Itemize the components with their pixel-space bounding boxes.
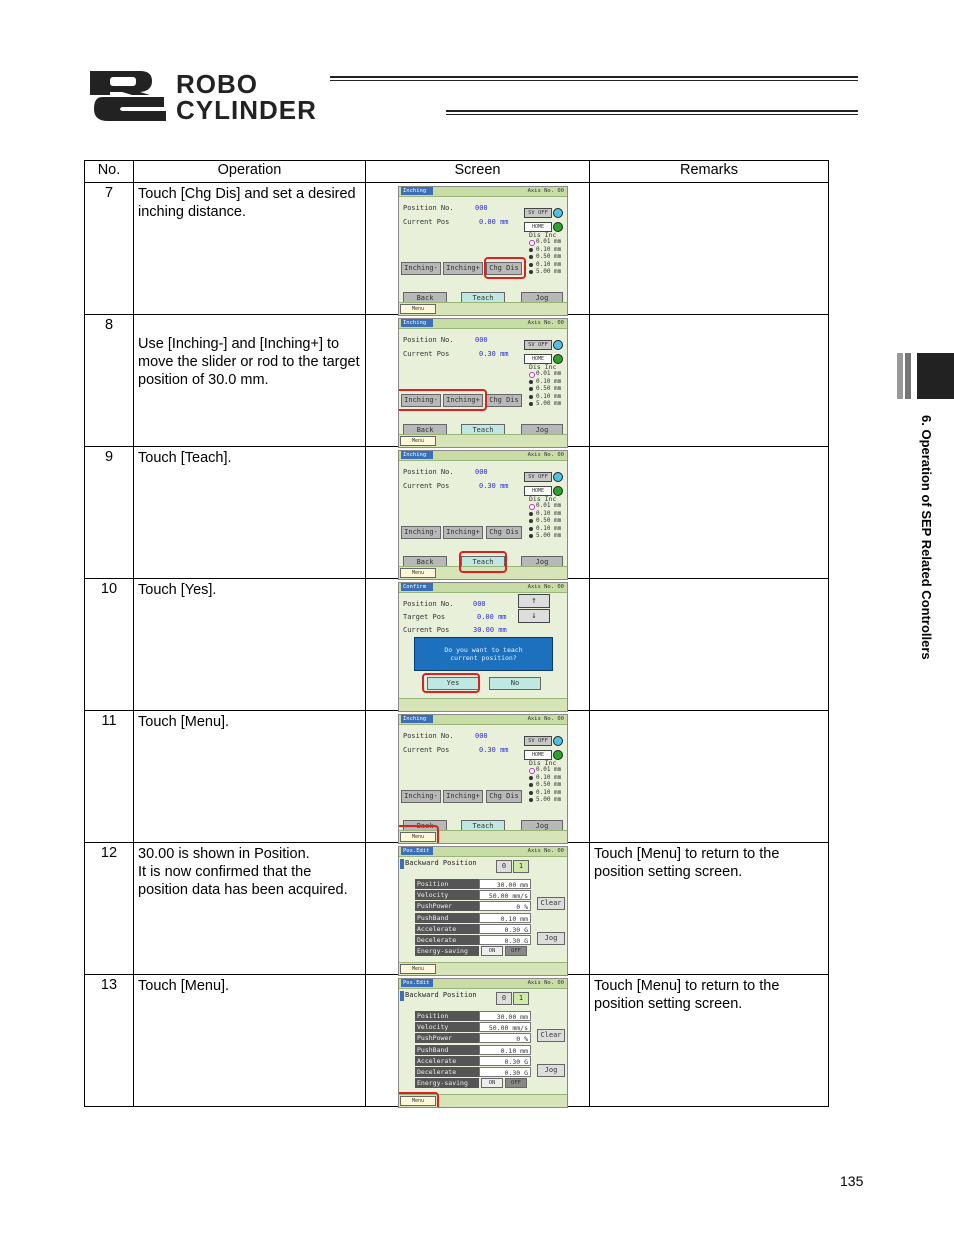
parameter-name: Accelerate — [415, 1056, 479, 1066]
sv-led-icon — [553, 736, 563, 746]
back-button[interactable]: Back — [403, 556, 447, 569]
operation-line: Use [Inching-] and [Inching+] to move the slider or rod to the target position of 30.0 mm. — [138, 336, 360, 388]
parameter-row[interactable] — [415, 879, 533, 889]
operation-text — [134, 183, 366, 315]
highlight-marker — [398, 1092, 439, 1108]
dis-inc-option[interactable] — [529, 525, 561, 533]
dis-inc-value: 0.50 mm — [536, 781, 562, 789]
dis-inc-value: 0.50 mm — [536, 517, 562, 525]
screen-title: Confirm — [401, 583, 433, 591]
step-number: 11 — [85, 711, 134, 843]
sv-off-button[interactable]: SV OFF — [524, 736, 552, 746]
parameter-value: 0.10 mm — [479, 913, 531, 923]
parameter-row[interactable] — [415, 1011, 533, 1021]
parameter-name: PushPower — [415, 901, 479, 911]
screen-title: Inching — [401, 187, 433, 195]
menu-button[interactable]: Menu — [400, 304, 436, 314]
table-row — [85, 315, 829, 447]
radio-icon — [529, 776, 533, 780]
menu-button[interactable]: Menu — [400, 832, 436, 842]
dis-inc-value: 0.01 mm — [536, 766, 562, 773]
step-number: 8 — [85, 315, 134, 447]
jog-button[interactable]: Jog — [537, 1064, 565, 1077]
current-pos-label: Current Pos — [403, 218, 450, 226]
inching-screen — [398, 318, 568, 448]
sv-led-icon — [553, 472, 563, 482]
parameter-row[interactable] — [415, 924, 533, 934]
inching-minus-button[interactable]: Inching- — [401, 790, 441, 803]
highlight-marker — [459, 551, 507, 573]
parameter-name: Position — [415, 879, 479, 889]
radio-icon — [529, 512, 533, 516]
screen-title: Inching — [401, 319, 433, 327]
down-arrow-button[interactable]: ↓ — [518, 609, 550, 623]
table-header-row — [85, 161, 829, 183]
parameter-value: 30.00 mm — [479, 1011, 531, 1021]
table-row — [85, 975, 829, 1107]
parameter-value: 0.30 G — [479, 935, 531, 945]
jog-button[interactable]: Jog — [521, 556, 563, 569]
parameter-row[interactable] — [415, 901, 533, 911]
parameter-row[interactable] — [415, 1078, 533, 1088]
operation-line: Touch [Menu]. — [138, 714, 230, 730]
radio-icon — [529, 263, 533, 267]
home-button[interactable]: HOME — [524, 354, 552, 364]
dis-inc-option[interactable] — [529, 517, 561, 525]
remarks-text: Touch [Menu] to return to the position setting screen. — [590, 975, 829, 1107]
dis-inc-value: 0.10 mm — [536, 524, 562, 532]
inching-plus-button[interactable]: Inching+ — [443, 394, 483, 407]
table-row — [85, 579, 829, 711]
screen-cell — [366, 315, 590, 447]
inching-screen — [398, 186, 568, 316]
target-pos-label: Target Pos — [403, 613, 446, 621]
highlight-marker — [484, 257, 526, 279]
screen-titlebar — [399, 847, 567, 857]
radio-icon — [529, 534, 533, 538]
header-no: No. — [85, 161, 134, 183]
screen-title: Inching — [401, 451, 433, 459]
inching-minus-button[interactable]: Inching- — [401, 394, 441, 407]
header-remarks: Remarks — [590, 161, 829, 183]
header-rule-top-2 — [330, 80, 858, 81]
current-pos-value: 0.00 mm — [479, 218, 509, 226]
parameter-name: Velocity — [415, 1022, 479, 1032]
parameter-row[interactable] — [415, 1022, 533, 1032]
dis-inc-option[interactable] — [529, 238, 561, 246]
position-no-value: 000 — [475, 468, 488, 476]
header-operation: Operation — [134, 161, 366, 183]
screen-title: Inching — [401, 715, 433, 723]
jog-button[interactable]: Jog — [521, 292, 563, 305]
axis-number: Axis No. 00 — [527, 848, 564, 854]
parameter-name: PushBand — [415, 1045, 479, 1055]
operation-text — [134, 315, 366, 447]
back-button[interactable]: Back — [403, 292, 447, 305]
radio-icon — [529, 248, 533, 252]
dis-inc-option[interactable] — [529, 789, 561, 797]
header-screen: Screen — [366, 161, 590, 183]
parameter-name: PushPower — [415, 1033, 479, 1043]
dis-inc-option[interactable] — [529, 385, 561, 393]
dis-inc-option[interactable] — [529, 400, 561, 408]
home-button[interactable]: HOME — [524, 486, 552, 496]
parameter-row[interactable] — [415, 1056, 533, 1066]
operation-text — [134, 711, 366, 843]
position-no-value: 000 — [473, 600, 486, 608]
menu-button[interactable]: Menu — [400, 436, 436, 446]
table-row — [85, 183, 829, 315]
dis-inc-value: 0.50 mm — [536, 385, 562, 393]
current-pos-label: Current Pos — [403, 626, 450, 634]
menu-button[interactable]: Menu — [400, 964, 436, 974]
table-row — [85, 447, 829, 579]
parameter-row[interactable] — [415, 935, 533, 945]
logo-text-robo: ROBO — [176, 69, 258, 99]
rc-logo-mark-icon — [88, 69, 170, 123]
parameter-name: Decelerate — [415, 1067, 479, 1077]
parameter-value: 0 % — [479, 901, 531, 911]
radio-icon — [529, 270, 533, 274]
menu-button[interactable]: Menu — [400, 568, 436, 578]
parameter-value: 0 % — [479, 1033, 531, 1043]
screen-bottom-bar — [399, 302, 567, 315]
index-0-button[interactable]: 0 — [496, 860, 512, 873]
procedure-table — [84, 160, 829, 1107]
dis-inc-value: 5.00 mm — [536, 532, 562, 540]
radio-icon — [529, 395, 533, 399]
radio-icon — [529, 527, 533, 531]
dis-inc-label: Dis Inc — [529, 231, 557, 239]
screen-titlebar — [399, 583, 567, 593]
inching-plus-button[interactable]: Inching+ — [443, 790, 483, 803]
screen-cell — [366, 183, 590, 315]
teach-button[interactable]: Teach — [461, 424, 505, 437]
remarks-text — [590, 711, 829, 843]
index-1-button[interactable]: 1 — [513, 992, 529, 1005]
dis-inc-value: 0.01 mm — [536, 502, 562, 509]
parameter-row[interactable] — [415, 1045, 533, 1055]
parameter-row[interactable] — [415, 1067, 533, 1077]
clear-button[interactable]: Clear — [537, 1029, 565, 1042]
dis-inc-option[interactable] — [529, 510, 561, 518]
sv-led-icon — [553, 340, 563, 350]
dis-inc-value: 5.00 mm — [536, 796, 562, 804]
dis-inc-value: 0.10 mm — [536, 788, 562, 796]
sv-off-button[interactable]: SV OFF — [524, 472, 552, 482]
screen-cell — [366, 447, 590, 579]
yes-button[interactable]: Yes — [427, 677, 479, 690]
parameter-row[interactable] — [415, 890, 533, 900]
screen-bottom-bar — [399, 698, 567, 711]
pos-marker-icon — [400, 859, 404, 869]
dis-inc-list — [529, 766, 561, 804]
step-number: 13 — [85, 975, 134, 1107]
remarks-text — [590, 579, 829, 711]
operation-line: Touch [Yes]. — [138, 582, 217, 598]
radio-icon — [529, 519, 533, 523]
dis-inc-option[interactable] — [529, 766, 561, 774]
pos-edit-screen — [398, 978, 568, 1108]
dis-inc-option[interactable] — [529, 781, 561, 789]
energy-saving-on-button[interactable]: ON — [481, 1078, 503, 1088]
operation-text — [134, 447, 366, 579]
index-1-button[interactable]: 1 — [513, 860, 529, 873]
jog-button[interactable]: Jog — [521, 424, 563, 437]
header-rule-top-1 — [330, 76, 858, 78]
remarks-text — [590, 183, 829, 315]
inching-plus-button[interactable]: Inching+ — [443, 526, 483, 539]
dis-inc-value: 0.10 mm — [536, 392, 562, 400]
dis-inc-option[interactable] — [529, 393, 561, 401]
radio-icon — [529, 402, 533, 406]
current-pos-label: Current Pos — [403, 746, 450, 754]
parameter-name: Velocity — [415, 890, 479, 900]
parameter-name: Energy-saving — [415, 1078, 479, 1088]
dis-inc-list — [529, 502, 561, 540]
operation-text — [134, 579, 366, 711]
dis-inc-list — [529, 370, 561, 408]
parameter-name: Position — [415, 1011, 479, 1021]
inching-screen — [398, 714, 568, 844]
parameter-value: 50.00 mm/s — [479, 1022, 531, 1032]
screen-cell — [366, 975, 590, 1107]
axis-number: Axis No. 00 — [527, 320, 564, 326]
dis-inc-option[interactable] — [529, 261, 561, 269]
dis-inc-value: 0.10 mm — [536, 773, 562, 781]
dis-inc-option[interactable] — [529, 246, 561, 254]
inching-minus-button[interactable]: Inching- — [401, 526, 441, 539]
menu-button[interactable]: Menu — [400, 1096, 436, 1106]
current-pos-value: 30.00 mm — [473, 626, 507, 634]
confirm-dialog — [414, 637, 553, 671]
axis-number: Axis No. 00 — [527, 452, 564, 458]
parameter-row[interactable] — [415, 946, 533, 956]
pos-edit-screen — [398, 846, 568, 976]
parameter-name: PushBand — [415, 913, 479, 923]
screen-cell — [366, 579, 590, 711]
sv-off-button[interactable]: SV OFF — [524, 340, 552, 350]
sv-off-button[interactable]: SV OFF — [524, 208, 552, 218]
position-no-value: 000 — [475, 204, 488, 212]
radio-icon — [529, 380, 533, 384]
chg-dis-button[interactable]: Chg Dis — [486, 262, 522, 275]
radio-icon — [529, 783, 533, 787]
page-number: 135 — [840, 1173, 864, 1189]
operation-line: It is now confirmed that the position data has been acquired. — [138, 864, 348, 898]
dis-inc-value: 0.01 mm — [536, 238, 562, 245]
position-no-label: Position No. — [403, 468, 454, 476]
remarks-text — [590, 447, 829, 579]
inching-minus-button[interactable]: Inching- — [401, 262, 441, 275]
dis-inc-value: 0.10 mm — [536, 377, 562, 385]
dis-inc-label: Dis Inc — [529, 495, 557, 503]
teach-button[interactable]: Teach — [461, 820, 505, 833]
screen-title: Pos.Edit — [401, 979, 433, 987]
parameter-value: 0.30 G — [479, 1067, 531, 1077]
dis-inc-option[interactable] — [529, 370, 561, 378]
radio-icon — [529, 798, 533, 802]
screen-titlebar — [399, 979, 567, 989]
inching-screen — [398, 450, 568, 580]
up-arrow-button[interactable]: ↑ — [518, 594, 550, 608]
no-button[interactable]: No — [489, 677, 541, 690]
dis-inc-value: 0.50 mm — [536, 253, 562, 261]
screen-titlebar — [399, 715, 567, 725]
screen-cell — [366, 843, 590, 975]
backward-position-heading: Backward Position — [405, 859, 477, 867]
dis-inc-option[interactable] — [529, 378, 561, 386]
dis-inc-option[interactable] — [529, 532, 561, 540]
dis-inc-option[interactable] — [529, 253, 561, 261]
dis-inc-value: 5.00 mm — [536, 268, 562, 276]
parameter-value: 30.00 mm — [479, 879, 531, 889]
chapter-side-label: 6. Operation of SEP Related Controllers — [919, 415, 934, 660]
dis-inc-option[interactable] — [529, 796, 561, 804]
position-no-label: Position No. — [403, 600, 454, 608]
current-pos-value: 0.30 mm — [479, 746, 509, 754]
current-pos-label: Current Pos — [403, 350, 450, 358]
operation-line: 30.00 is shown in Position. — [138, 846, 310, 862]
operation-text — [134, 843, 366, 975]
energy-saving-off-button[interactable]: OFF — [505, 1078, 527, 1088]
dis-inc-value: 0.01 mm — [536, 370, 562, 377]
dis-inc-value: 0.10 mm — [536, 509, 562, 517]
header-rule-bottom-1 — [446, 110, 858, 112]
dis-inc-label: Dis Inc — [529, 363, 557, 371]
position-no-label: Position No. — [403, 336, 454, 344]
operation-text — [134, 975, 366, 1107]
dis-inc-value: 5.00 mm — [536, 400, 562, 408]
step-number: 9 — [85, 447, 134, 579]
home-button[interactable]: HOME — [524, 750, 552, 760]
parameter-name: Accelerate — [415, 924, 479, 934]
pos-marker-icon — [400, 991, 404, 1001]
remarks-text — [590, 315, 829, 447]
dialog-message-line1: Do you want to teach — [444, 646, 523, 654]
highlight-marker — [422, 673, 480, 693]
position-no-value: 000 — [475, 732, 488, 740]
dis-inc-option[interactable] — [529, 502, 561, 510]
radio-icon — [529, 255, 533, 259]
position-no-label: Position No. — [403, 204, 454, 212]
dis-inc-label: Dis Inc — [529, 759, 557, 767]
parameter-name: Decelerate — [415, 935, 479, 945]
parameter-value: 0.30 G — [479, 924, 531, 934]
parameter-value: 50.00 mm/s — [479, 890, 531, 900]
confirm-screen — [398, 582, 568, 712]
step-number: 7 — [85, 183, 134, 315]
inching-plus-button[interactable]: Inching+ — [443, 262, 483, 275]
dis-inc-list — [529, 238, 561, 276]
remarks-text: Touch [Menu] to return to the position setting screen. — [590, 843, 829, 975]
teach-button[interactable]: Teach — [461, 556, 505, 569]
clear-button[interactable]: Clear — [537, 897, 565, 910]
highlight-marker — [398, 825, 439, 844]
header-rule-bottom-2 — [446, 114, 858, 115]
operation-line: Touch [Menu]. — [138, 978, 230, 994]
screen-bottom-bar — [399, 962, 567, 975]
chg-dis-button[interactable]: Chg Dis — [486, 526, 522, 539]
home-button[interactable]: HOME — [524, 222, 552, 232]
step-number: 10 — [85, 579, 134, 711]
logo-text-cylinder: CYLINDER — [176, 95, 317, 125]
jog-button[interactable]: Jog — [537, 932, 565, 945]
screen-titlebar — [399, 187, 567, 197]
table-row — [85, 843, 829, 975]
screen-cell — [366, 711, 590, 843]
jog-button[interactable]: Jog — [521, 820, 563, 833]
operation-line: Touch [Teach]. — [138, 450, 232, 466]
parameter-name: Energy-saving — [415, 946, 479, 956]
parameter-row[interactable] — [415, 913, 533, 923]
step-number: 12 — [85, 843, 134, 975]
parameter-value: 0.30 G — [479, 1056, 531, 1066]
dis-inc-option[interactable] — [529, 774, 561, 782]
highlight-marker — [398, 389, 487, 411]
axis-number: Axis No. 00 — [527, 584, 564, 590]
chg-dis-button[interactable]: Chg Dis — [486, 790, 522, 803]
current-pos-value: 0.30 mm — [479, 350, 509, 358]
backward-position-heading: Backward Position — [405, 991, 477, 999]
teach-button[interactable]: Teach — [461, 292, 505, 305]
chapter-tab — [897, 353, 954, 399]
energy-saving-off-button[interactable]: OFF — [505, 946, 527, 956]
screen-titlebar — [399, 451, 567, 461]
current-pos-label: Current Pos — [403, 482, 450, 490]
axis-number: Axis No. 00 — [527, 716, 564, 722]
parameter-value: 0.10 mm — [479, 1045, 531, 1055]
back-button[interactable]: Back — [403, 820, 447, 833]
index-0-button[interactable]: 0 — [496, 992, 512, 1005]
axis-number: Axis No. 00 — [527, 980, 564, 986]
screen-bottom-bar — [399, 434, 567, 447]
table-row — [85, 711, 829, 843]
screen-titlebar — [399, 319, 567, 329]
position-no-value: 000 — [475, 336, 488, 344]
operation-line: Touch [Chg Dis] and set a desired inching distance. — [138, 186, 356, 220]
target-pos-value: 0.00 mm — [477, 613, 507, 621]
sv-led-icon — [553, 208, 563, 218]
back-button[interactable]: Back — [403, 424, 447, 437]
chg-dis-button[interactable]: Chg Dis — [486, 394, 522, 407]
current-pos-value: 0.30 mm — [479, 482, 509, 490]
radio-icon — [529, 791, 533, 795]
dialog-message-line2: current position? — [450, 654, 517, 662]
parameter-row[interactable] — [415, 1033, 533, 1043]
axis-number: Axis No. 00 — [527, 188, 564, 194]
energy-saving-on-button[interactable]: ON — [481, 946, 503, 956]
dis-inc-value: 0.10 mm — [536, 245, 562, 253]
dis-inc-value: 0.10 mm — [536, 260, 562, 268]
radio-icon — [529, 387, 533, 391]
position-no-label: Position No. — [403, 732, 454, 740]
screen-title: Pos.Edit — [401, 847, 433, 855]
dis-inc-option[interactable] — [529, 268, 561, 276]
